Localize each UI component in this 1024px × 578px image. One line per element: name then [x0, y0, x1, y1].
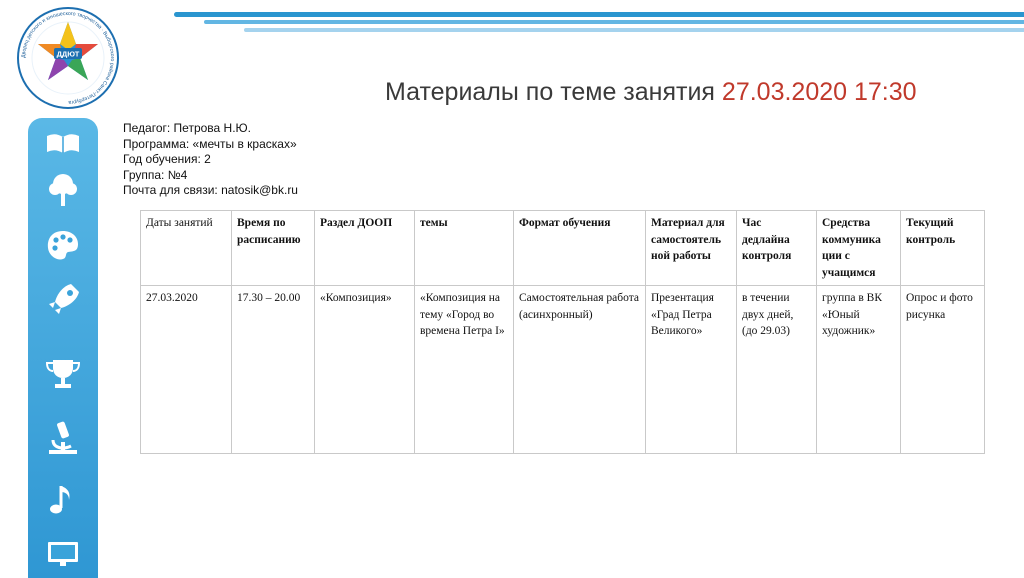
table-cell: в течении двух дней, (до 29.03): [737, 286, 817, 454]
table-cell: 27.03.2020: [141, 286, 232, 454]
book-icon: [37, 122, 89, 166]
table-header-cell: Формат обучения: [514, 211, 646, 286]
table-cell: «Композиция»: [315, 286, 415, 454]
program-line: Программа: «мечты в красках»: [123, 136, 297, 151]
table-cell: Презентация «Град Петра Великого»: [646, 286, 737, 454]
music-note-icon: [37, 478, 89, 522]
logo-center-text: ДДЮТ: [56, 49, 80, 59]
table-header-row: [141, 211, 985, 286]
table-header-cell: Средства коммуника ции с учащимся: [817, 211, 901, 286]
tree-icon: [37, 168, 89, 212]
microscope-icon: [37, 416, 89, 460]
logo-ring-text: Дворец детского и юношеского творчества · Выборгского района Санкт-Петербурга: [20, 10, 116, 106]
page-title: [385, 78, 917, 107]
table-cell: группа в ВК «Юный художник»: [817, 286, 901, 454]
table-cell: Опрос и фото рисунка: [901, 286, 985, 454]
computer-icon: [37, 532, 89, 576]
group-line: Группа: №4: [123, 167, 188, 182]
email-line: Почта для связи: natosik@bk.ru: [123, 183, 298, 198]
sidebar: [28, 118, 98, 578]
table-header-cell: Текущий контроль: [901, 211, 985, 286]
table-header-cell: темы: [415, 211, 514, 286]
trophy-icon: [37, 352, 89, 396]
title-datetime: 27.03.2020 17:30: [721, 78, 917, 106]
table-header-cell: Час дедлайна контроля: [737, 211, 817, 286]
info-block: [123, 121, 298, 199]
table-header-cell: Раздел ДООП: [315, 211, 415, 286]
title-text: Материалы по теме занятия: [385, 78, 722, 106]
schedule-table: [140, 210, 985, 454]
year-line: Год обучения: 2: [123, 152, 211, 167]
table-header-cell: Время по расписанию: [232, 211, 315, 286]
ddut-logo: [14, 4, 122, 112]
table-cell: 17.30 – 20.00: [232, 286, 315, 454]
header-stripes: [144, 0, 1024, 40]
rocket-icon: [37, 278, 89, 322]
table-cell: «Композиция на тему «Город во времена Петра I»: [415, 286, 514, 454]
teacher-line: Педагог: Петрова Н.Ю.: [123, 121, 251, 135]
table-cell: Самостоятельная работа (асинхронный): [514, 286, 646, 454]
palette-icon: [37, 224, 89, 268]
table-header-cell: Даты занятий: [141, 211, 232, 286]
table-row: [141, 286, 985, 454]
table-header-cell: Материал для самостоятель ной работы: [646, 211, 737, 286]
